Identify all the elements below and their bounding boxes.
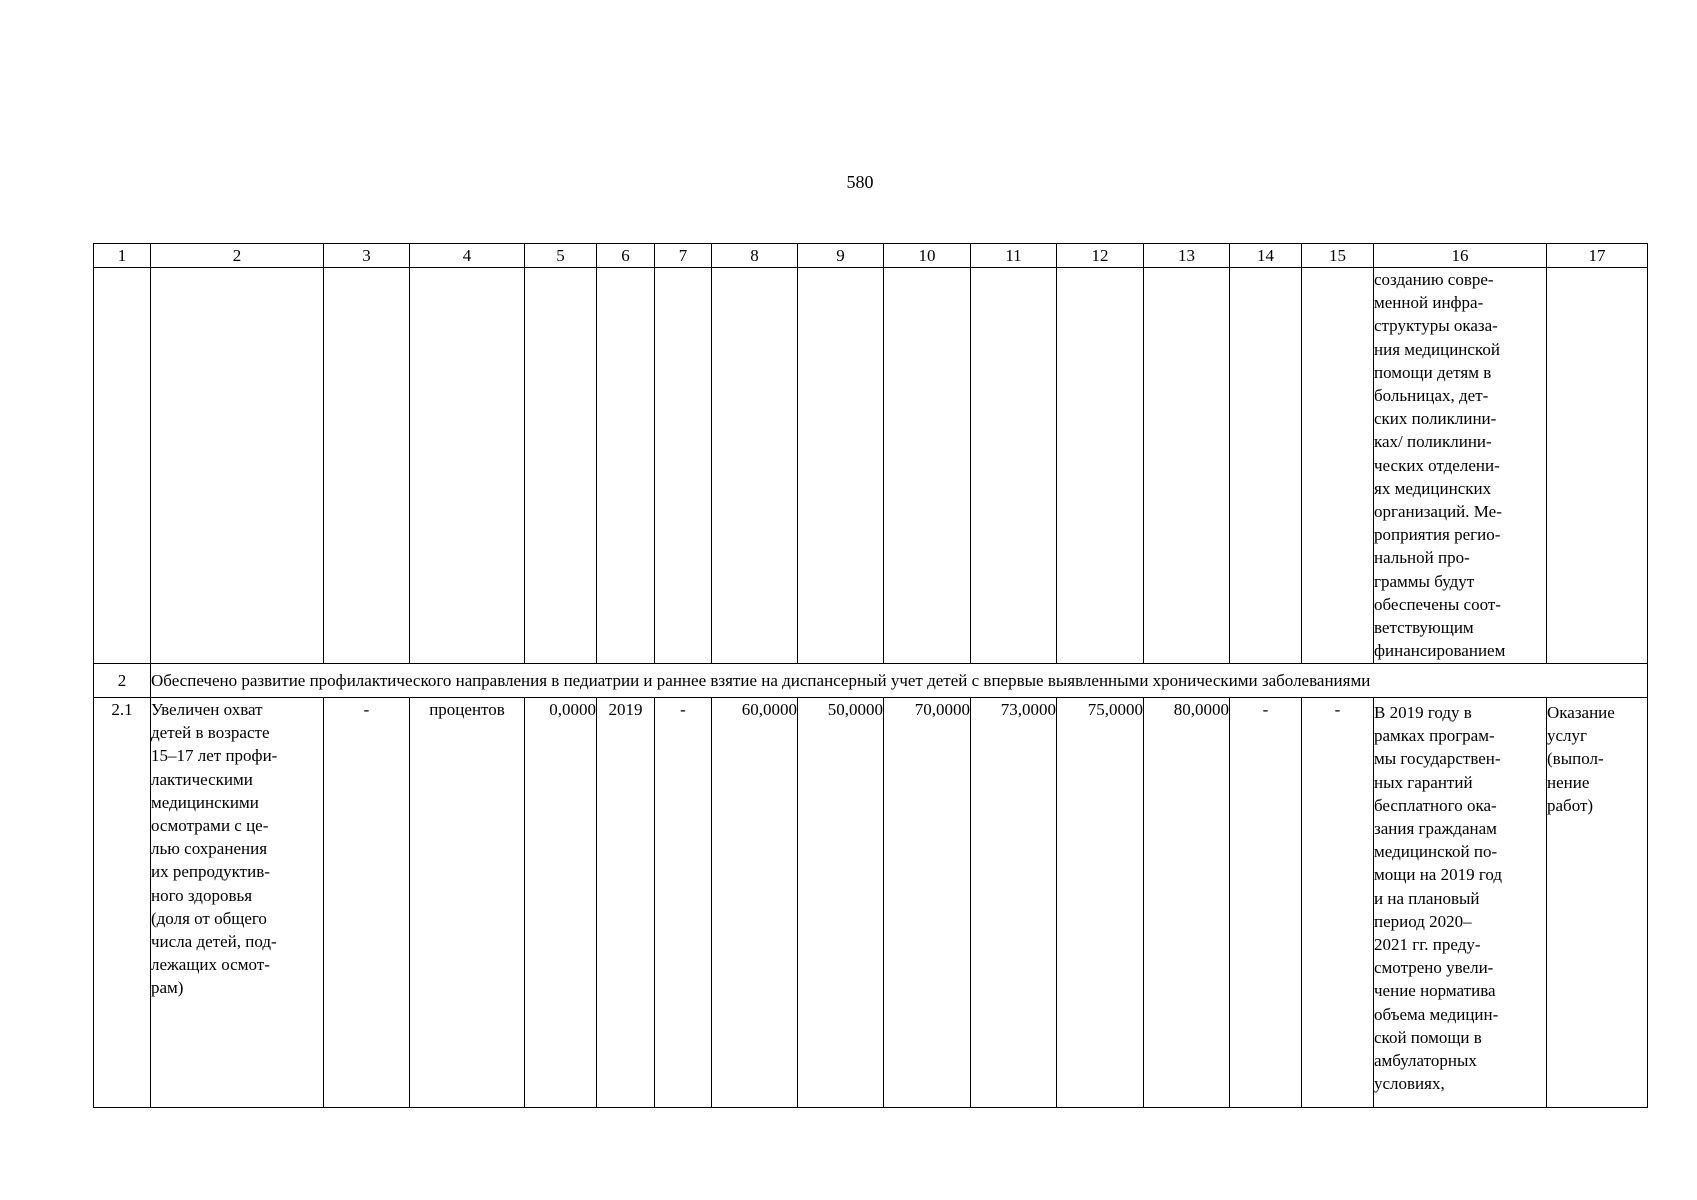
value-c9: 50,0000: [798, 698, 884, 1108]
column-number: 9: [798, 244, 884, 268]
table-row: [94, 698, 1648, 1108]
base-value: 0,0000: [525, 698, 597, 1108]
value-c8: 60,0000: [712, 698, 798, 1108]
comment-cell: В 2019 году в рамках програм- мы государствен- ных гарантий бесплатного ока- зания гражданам медицинской по- мощи на 2019 год и на плановый период 2020– 2021 гг. преду- смотрено увели- чение норматива объема медицин- ской помощи в амбулаторных условиях,: [1374, 698, 1547, 1108]
base-year: 2019: [597, 698, 655, 1108]
column-number: 13: [1144, 244, 1230, 268]
cell-c7: -: [655, 698, 712, 1108]
type-cell: Оказание услуг (выпол- нение работ): [1547, 698, 1648, 1108]
column-number: 4: [410, 244, 525, 268]
value-c10: 70,0000: [884, 698, 971, 1108]
section-row: [94, 664, 1648, 698]
cell-c3: -: [324, 698, 410, 1108]
value-c12: 75,0000: [1057, 698, 1144, 1108]
row-number: 2.1: [94, 698, 151, 1108]
column-number: 10: [884, 244, 971, 268]
continuation-comment: созданию совре- менной инфра- структуры оказа- ния медицинской помощи детям в больницах, дет- ских поликлини- ках/ поликлини- ческих отделени- ях медицинских организаций. Ме- роприятия регио- нальной про- граммы будут обеспечены соот- ветствующим финансированием: [1374, 268, 1547, 664]
column-number: 14: [1230, 244, 1302, 268]
column-number: 16: [1374, 244, 1547, 268]
column-number: 17: [1547, 244, 1648, 268]
column-number: 8: [712, 244, 798, 268]
column-number: 6: [597, 244, 655, 268]
column-number: 1: [94, 244, 151, 268]
value-c13: 80,0000: [1144, 698, 1230, 1108]
cell-c15: -: [1302, 698, 1374, 1108]
indicators-table: [93, 243, 1648, 1108]
section-title: Обеспечено развитие профилактического направления в педиатрии и раннее взятие на диспансерный учет детей с впервые выявленными хроническими заболеваниями: [151, 664, 1648, 698]
page-number: 580: [846, 172, 874, 192]
continuation-row: [94, 268, 1648, 664]
column-number: 2: [151, 244, 324, 268]
column-number: 15: [1302, 244, 1374, 268]
indicator-name: Увеличен охват детей в возрасте 15–17 лет профи- лактическими медицинскими осмотрами с це- лью сохранения их репродуктив- ного здоровья (доля от общего числа детей, под- лежащих осмот- рам): [151, 698, 324, 1108]
cell-c14: -: [1230, 698, 1302, 1108]
column-number: 12: [1057, 244, 1144, 268]
column-number: 3: [324, 244, 410, 268]
unit-cell: процентов: [410, 698, 525, 1108]
column-number: 7: [655, 244, 712, 268]
column-number: 5: [525, 244, 597, 268]
column-number-row: [94, 244, 1648, 268]
column-number: 11: [971, 244, 1057, 268]
value-c11: 73,0000: [971, 698, 1057, 1108]
section-number: 2: [94, 664, 151, 698]
